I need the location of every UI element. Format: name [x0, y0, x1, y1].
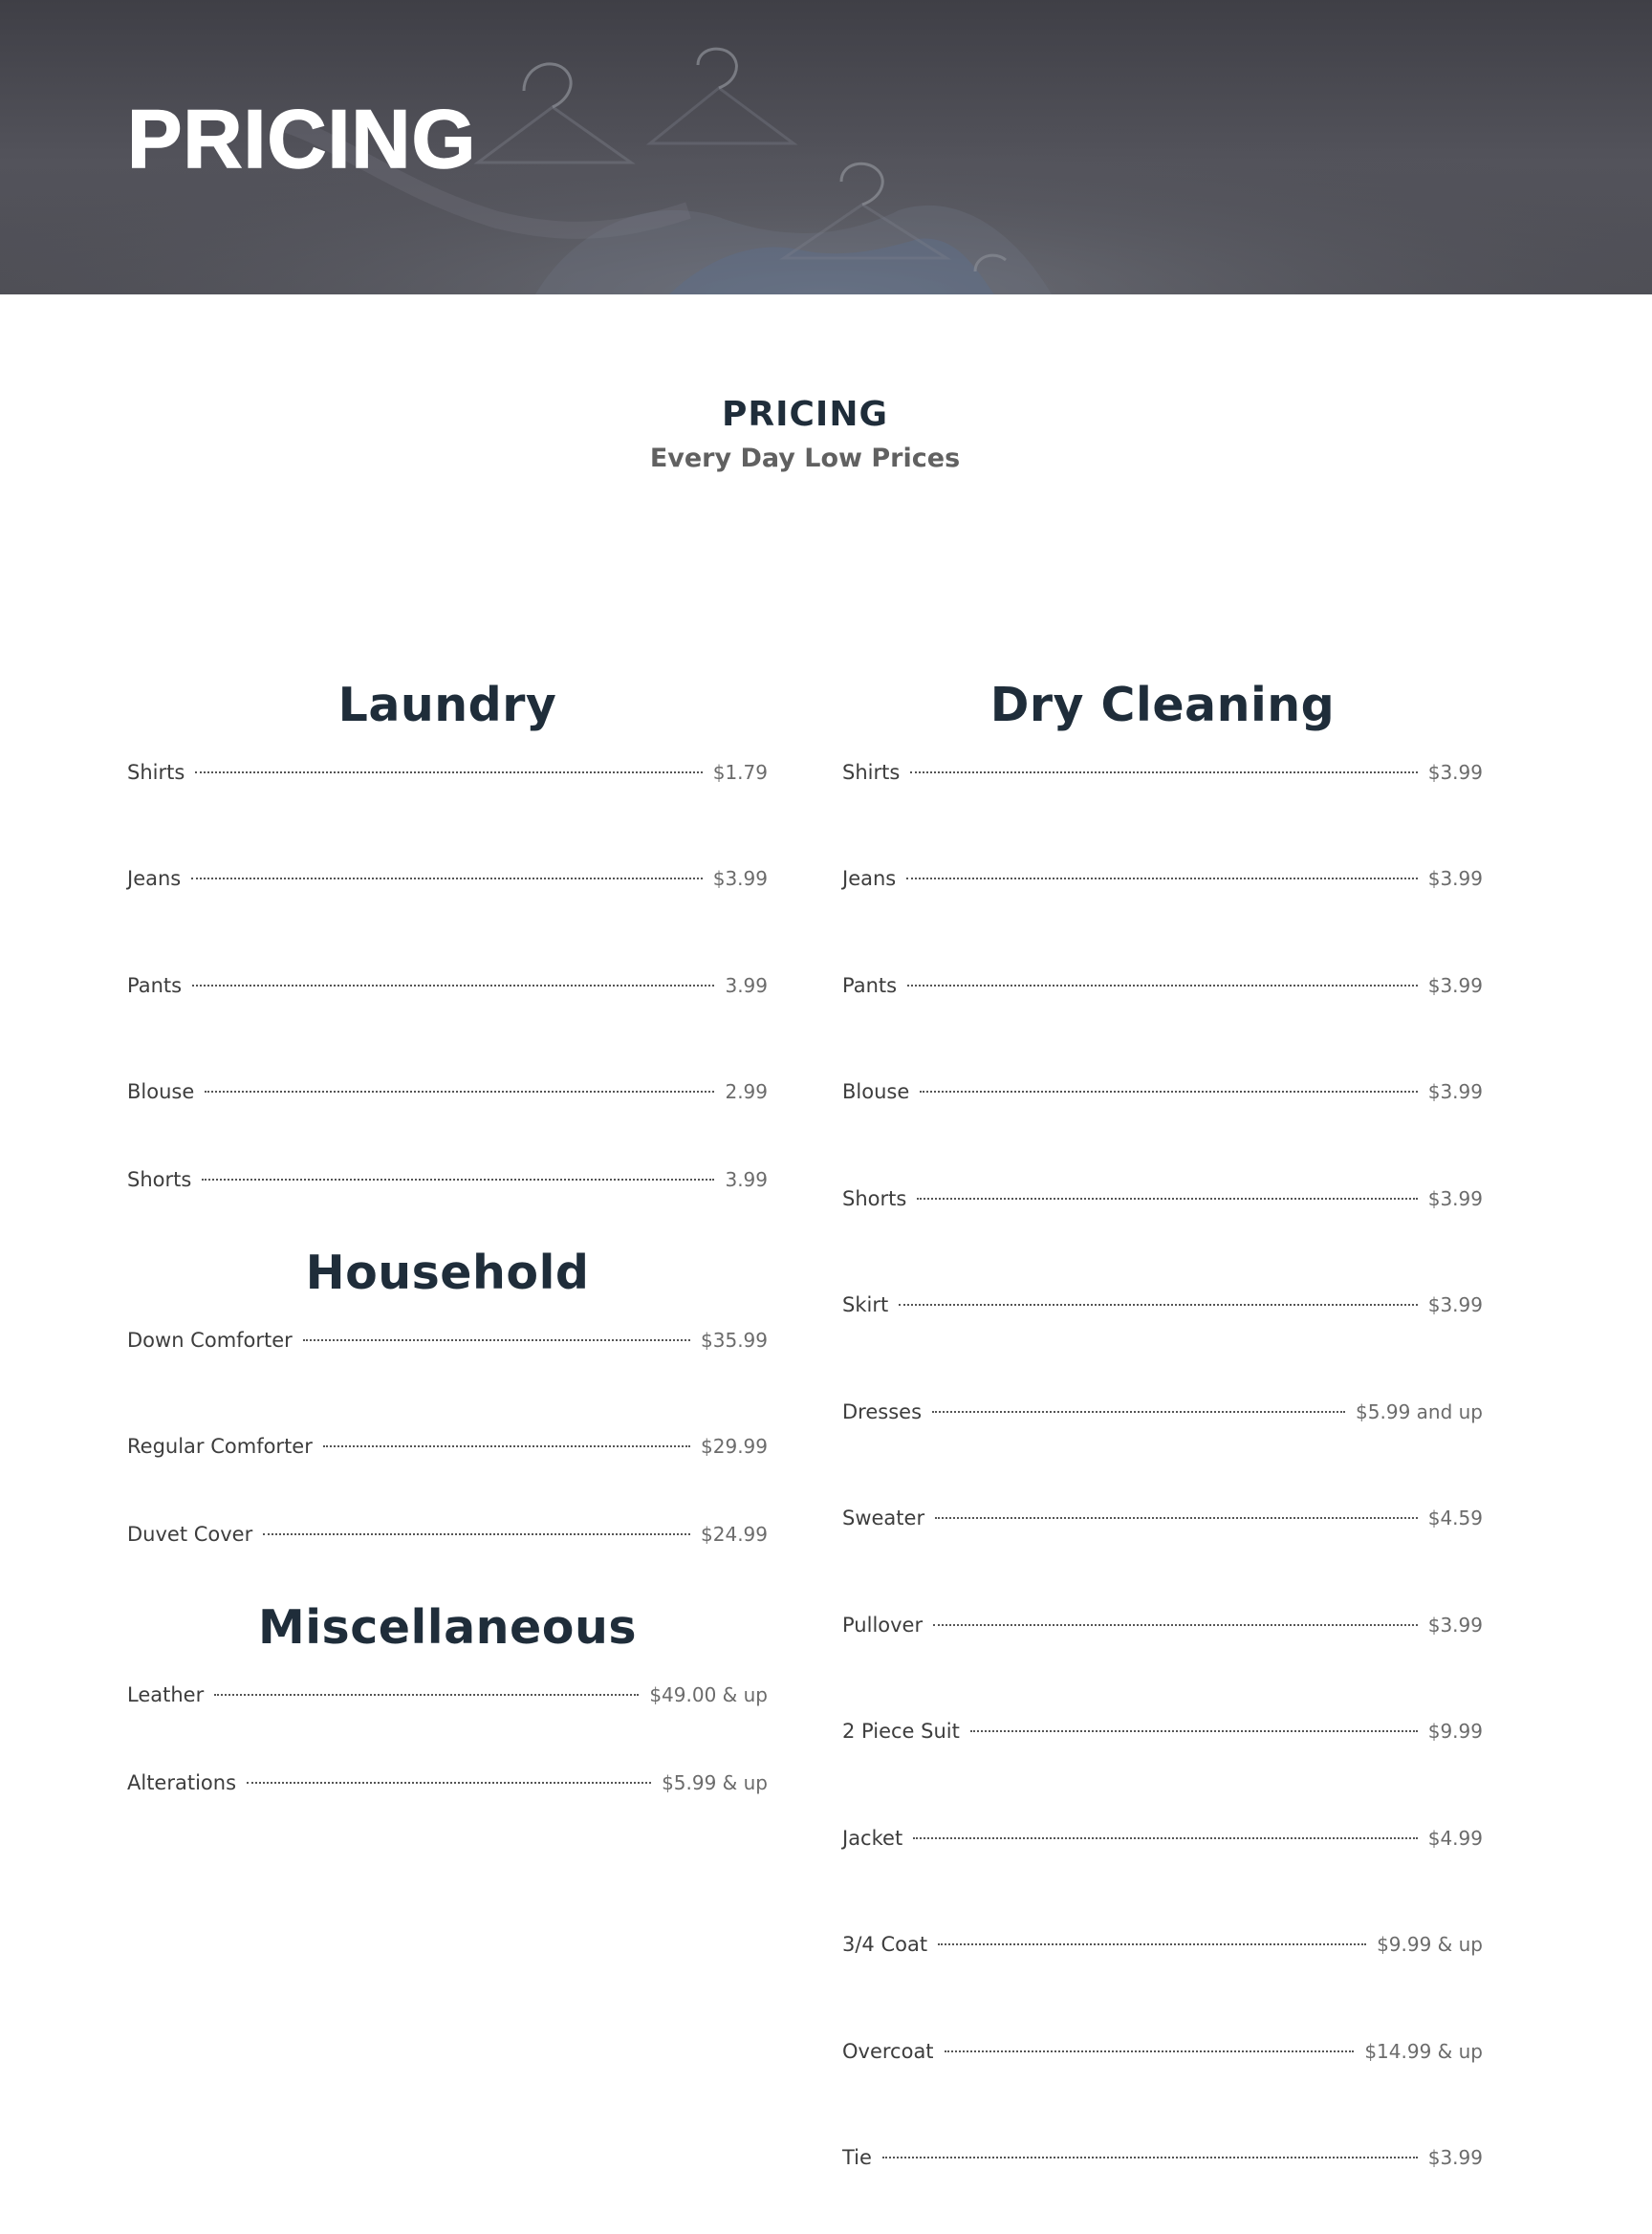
item-price: $3.99 [1428, 1614, 1483, 1637]
hero-banner [0, 0, 1652, 294]
item-price: $49.00 & up [649, 1683, 768, 1706]
dry-cleaning-price-list [842, 742, 1483, 2234]
dotted-leader [303, 1339, 690, 1341]
dotted-leader [192, 985, 714, 987]
item-price: $9.99 & up [1377, 1933, 1483, 1956]
price-row [127, 1523, 768, 1592]
dotted-leader [917, 1198, 1417, 1200]
item-name: Dresses [842, 1400, 922, 1423]
item-price: $3.99 [1428, 867, 1483, 890]
price-row [842, 1808, 1483, 1915]
dotted-leader [899, 1304, 1418, 1306]
item-name: Tie [842, 2146, 872, 2169]
price-row [127, 955, 768, 1062]
item-name: Shirts [127, 761, 185, 784]
item-price: $5.99 & up [662, 1771, 768, 1794]
left-price-column [127, 669, 768, 1840]
price-row [842, 1488, 1483, 1595]
price-row [127, 1310, 768, 1417]
miscellaneous-title: Miscellaneous [127, 1592, 768, 1664]
item-name: Leather [127, 1683, 204, 1706]
laundry-title: Laundry [127, 669, 768, 742]
item-name: Shorts [842, 1187, 906, 1210]
price-row [842, 742, 1483, 849]
section-title: PRICING [0, 390, 1610, 440]
item-name: 3/4 Coat [842, 1933, 927, 1956]
item-name: Overcoat [842, 2040, 934, 2063]
item-price: $3.99 [1428, 761, 1483, 784]
dotted-leader [882, 2157, 1418, 2158]
hero-title: PRICING [127, 92, 476, 187]
price-row [842, 1915, 1483, 2022]
item-name: Pants [842, 974, 897, 997]
price-row [842, 849, 1483, 956]
right-price-column [842, 669, 1483, 2234]
item-name: Pants [127, 974, 182, 997]
dotted-leader [938, 1943, 1366, 1945]
dotted-leader [202, 1179, 714, 1181]
price-row [842, 1062, 1483, 1169]
item-price: $3.99 [1428, 1187, 1483, 1210]
item-price: $4.99 [1428, 1827, 1483, 1850]
item-price: $3.99 [1428, 2146, 1483, 2169]
price-row [842, 1594, 1483, 1702]
dry-cleaning-title: Dry Cleaning [842, 669, 1483, 742]
item-price: 3.99 [725, 1168, 768, 1191]
item-price: $4.59 [1428, 1507, 1483, 1529]
price-row [127, 742, 768, 849]
dotted-leader [214, 1694, 639, 1696]
price-row [842, 1275, 1483, 1382]
item-name: 2 Piece Suit [842, 1720, 960, 1743]
item-price: $5.99 and up [1356, 1400, 1483, 1423]
item-name: Blouse [127, 1080, 194, 1103]
item-name: Sweater [842, 1507, 924, 1529]
item-name: Jeans [127, 867, 181, 890]
dotted-leader [195, 771, 702, 773]
item-price: 3.99 [725, 974, 768, 997]
item-price: $3.99 [1428, 974, 1483, 997]
item-name: Regular Comforter [127, 1435, 313, 1458]
household-title: Household [127, 1237, 768, 1310]
dotted-leader [263, 1533, 690, 1535]
dotted-leader [933, 1624, 1418, 1626]
miscellaneous-price-list [127, 1664, 768, 1840]
dotted-leader [913, 1837, 1418, 1839]
item-name: Blouse [842, 1080, 909, 1103]
pricing-heading [0, 390, 1610, 478]
dotted-leader [906, 878, 1418, 879]
dotted-leader [323, 1445, 690, 1447]
price-row [842, 1381, 1483, 1488]
dotted-leader [247, 1782, 651, 1784]
dotted-leader [970, 1730, 1418, 1732]
dotted-leader [910, 771, 1417, 773]
dotted-leader [907, 985, 1418, 987]
item-price: $35.99 [701, 1329, 768, 1352]
dotted-leader [932, 1411, 1345, 1413]
item-price: $24.99 [701, 1523, 768, 1546]
household-price-list [127, 1310, 768, 1592]
item-name: Jacket [842, 1827, 902, 1850]
price-row [127, 1062, 768, 1169]
price-row [127, 1771, 768, 1840]
item-price: $3.99 [1428, 1293, 1483, 1316]
price-row [842, 2128, 1483, 2234]
price-row [842, 1702, 1483, 1809]
price-row [842, 955, 1483, 1062]
section-subtitle: Every Day Low Prices [0, 440, 1610, 478]
item-name: Skirt [842, 1293, 888, 1316]
item-name: Shorts [127, 1168, 191, 1191]
item-name: Alterations [127, 1771, 236, 1794]
price-row [127, 849, 768, 956]
item-name: Shirts [842, 761, 900, 784]
price-row [842, 1168, 1483, 1275]
item-price: $1.79 [713, 761, 768, 784]
price-row [842, 2021, 1483, 2128]
item-name: Pullover [842, 1614, 923, 1637]
item-price: $9.99 [1428, 1720, 1483, 1743]
price-row [127, 1417, 768, 1524]
item-price: $14.99 & up [1364, 2040, 1483, 2063]
dotted-leader [935, 1517, 1418, 1519]
price-row [127, 1168, 768, 1237]
item-name: Duvet Cover [127, 1523, 252, 1546]
item-price: 2.99 [725, 1080, 768, 1103]
item-price: $3.99 [713, 867, 768, 890]
price-row [127, 1664, 768, 1771]
dotted-leader [191, 878, 703, 879]
laundry-price-list [127, 742, 768, 1237]
item-name: Jeans [842, 867, 896, 890]
item-price: $3.99 [1428, 1080, 1483, 1103]
dotted-leader [945, 2050, 1355, 2052]
dotted-leader [920, 1091, 1417, 1093]
item-price: $29.99 [701, 1435, 768, 1458]
item-name: Down Comforter [127, 1329, 293, 1352]
dotted-leader [205, 1091, 714, 1093]
